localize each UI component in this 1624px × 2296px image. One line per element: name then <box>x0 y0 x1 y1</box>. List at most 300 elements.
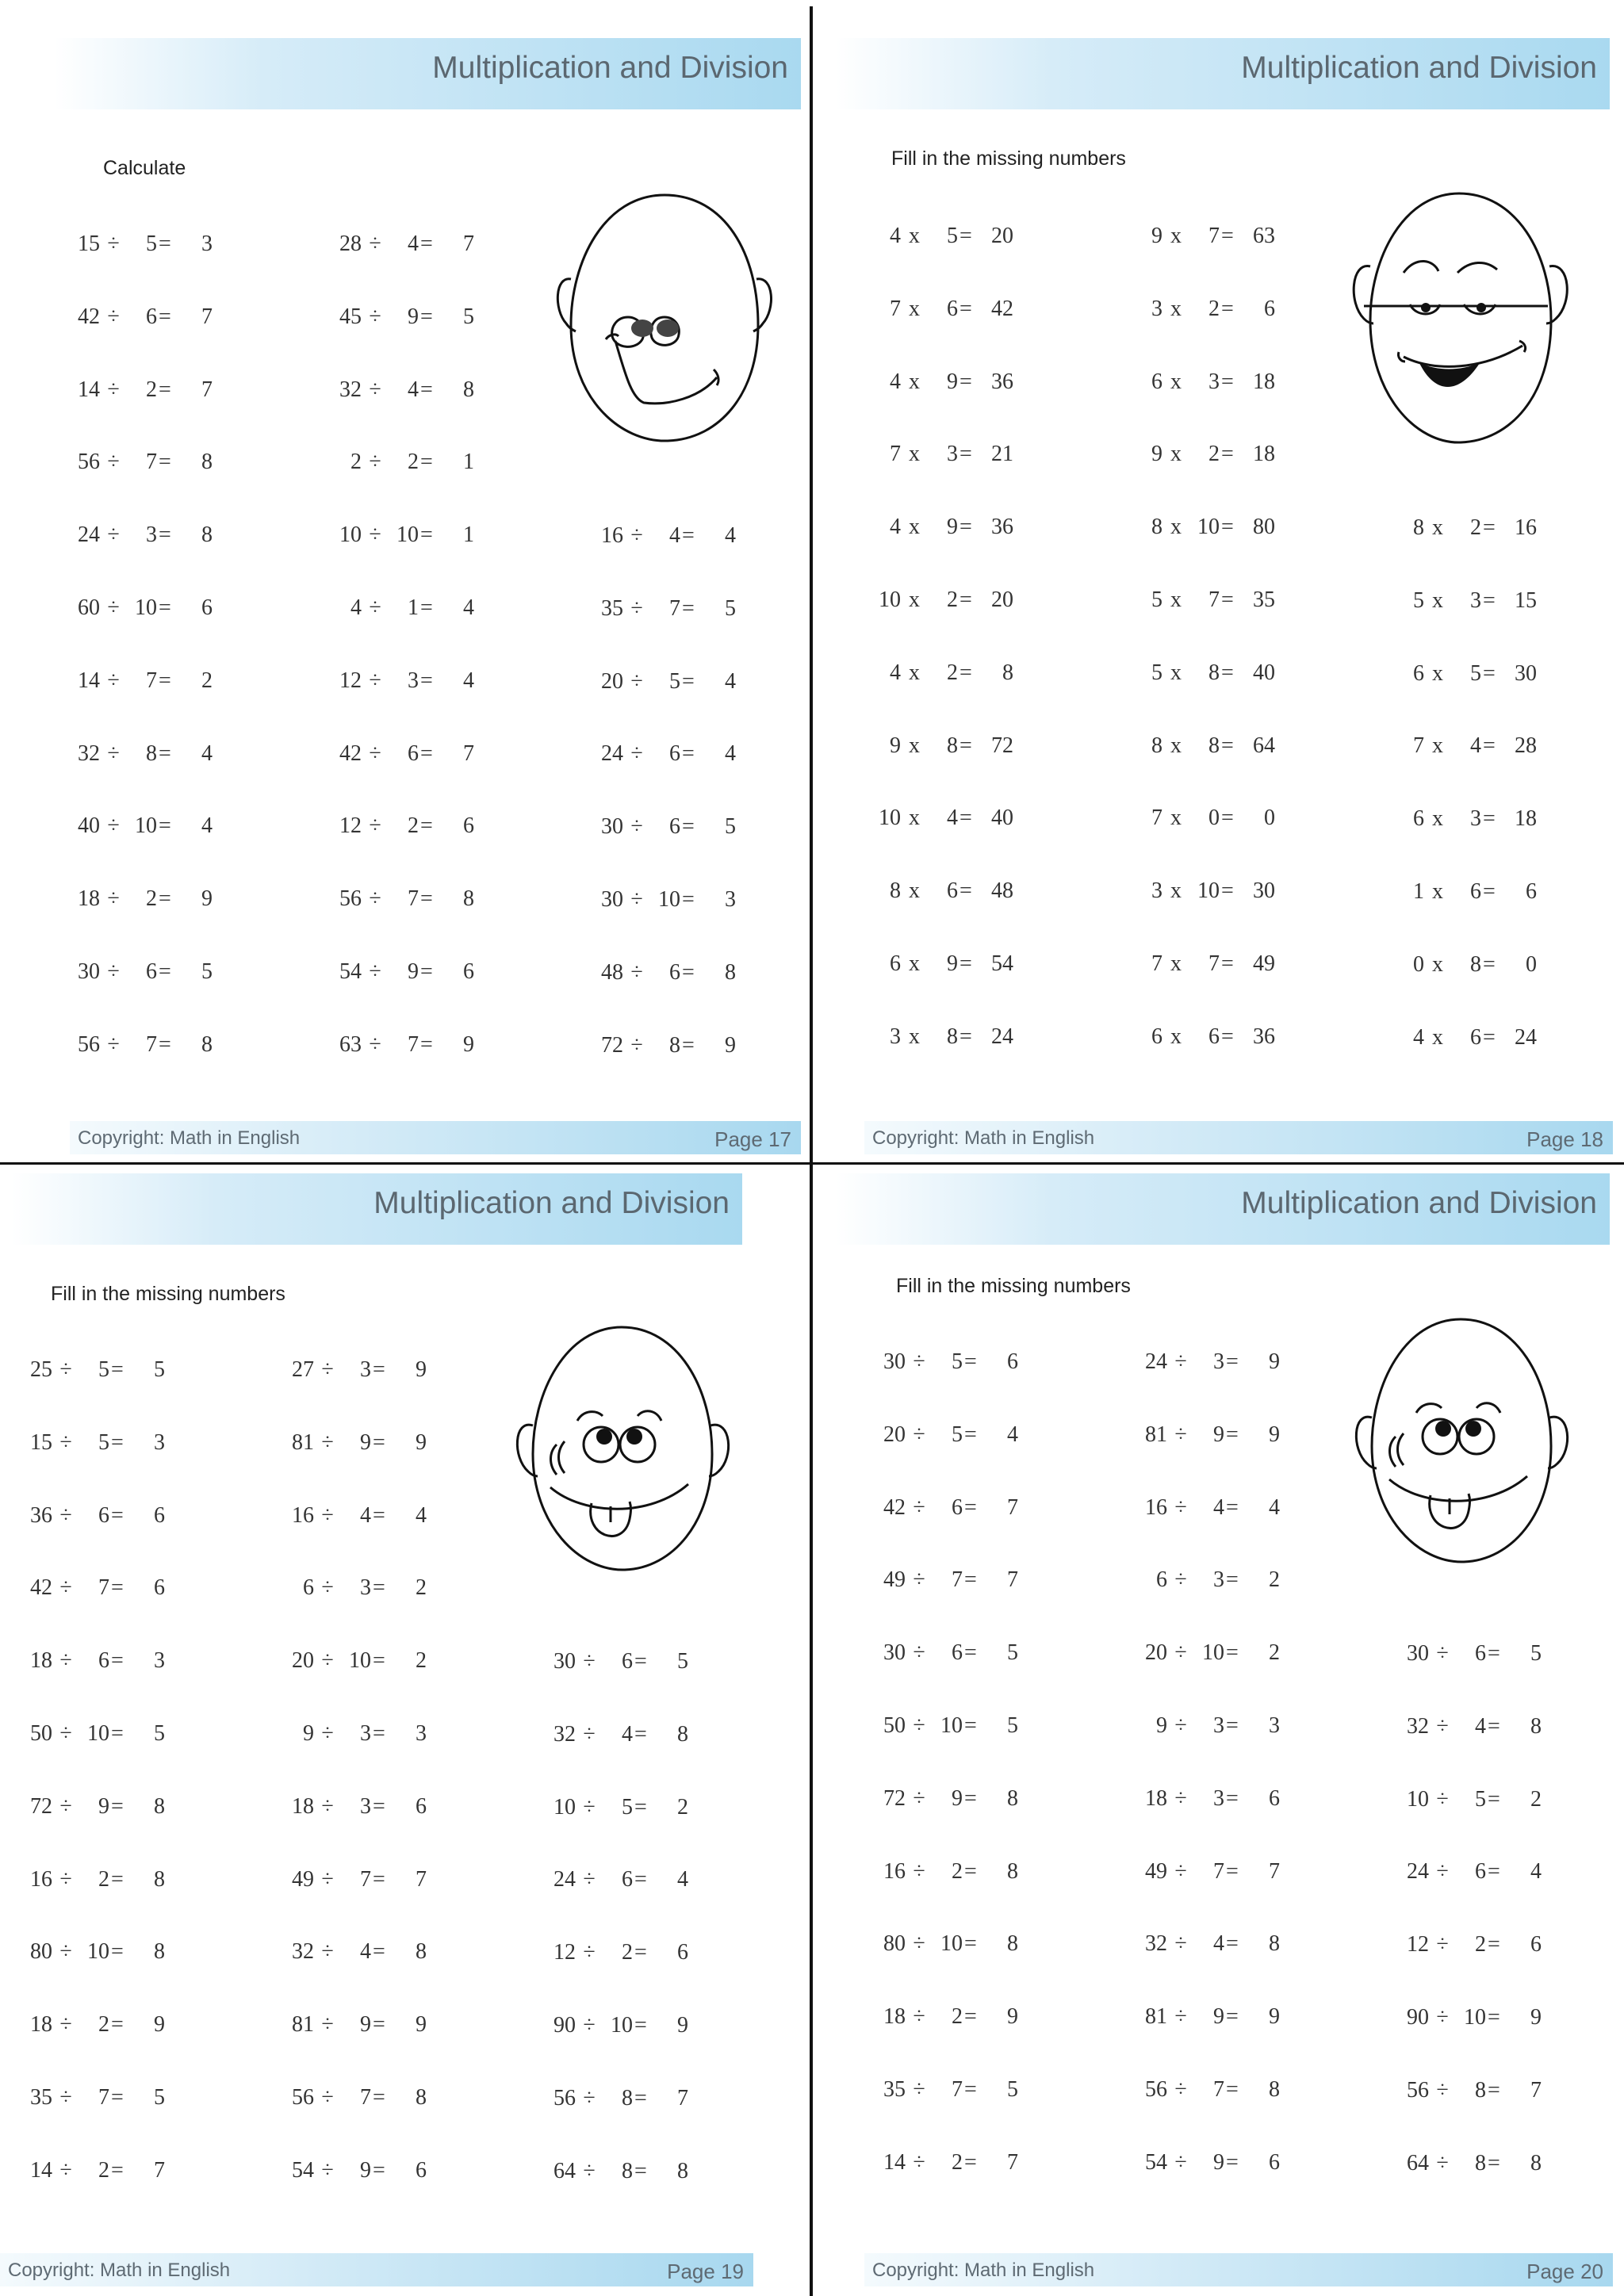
operand-a: 14 <box>883 2150 906 2175</box>
result: 72 <box>991 733 1013 758</box>
operand-a: 7 <box>1413 733 1424 758</box>
instruction-text: Fill in the missing numbers <box>51 1283 285 1305</box>
equals-sign: = <box>964 2150 977 2175</box>
operand-b: 3 <box>146 522 157 547</box>
equals-sign: = <box>420 741 433 766</box>
operator: ÷ <box>583 2086 596 2110</box>
operator: ÷ <box>59 1867 72 1892</box>
operand-a: 90 <box>553 2013 576 2038</box>
operand-b: 9 <box>947 951 958 976</box>
operand-b: 8 <box>1208 660 1220 685</box>
operand-a: 49 <box>1145 1859 1167 1884</box>
result: 4 <box>677 1867 688 1892</box>
equals-sign: = <box>634 2013 647 2038</box>
result: 40 <box>991 806 1013 830</box>
result: 7 <box>1007 1567 1018 1592</box>
result: 6 <box>1269 2150 1280 2175</box>
result: 20 <box>991 587 1013 612</box>
result: 7 <box>463 741 474 766</box>
operator: ÷ <box>107 886 120 911</box>
operand-a: 9 <box>1156 1713 1167 1738</box>
operand-a: 20 <box>883 1422 906 1447</box>
operand-a: 54 <box>1145 2150 1167 2175</box>
result: 4 <box>725 669 736 694</box>
operand-b: 2 <box>947 587 958 612</box>
operand-a: 8 <box>890 878 901 903</box>
equals-sign: = <box>682 523 695 548</box>
result: 7 <box>154 2158 165 2183</box>
operand-a: 15 <box>30 1430 52 1455</box>
operand-b: 6 <box>947 297 958 321</box>
result: 63 <box>1253 224 1275 248</box>
operand-a: 4 <box>1413 1025 1424 1050</box>
equals-sign: = <box>1221 442 1234 466</box>
equals-sign: = <box>1488 2078 1500 2103</box>
operand-a: 6 <box>1413 806 1424 831</box>
operand-b: 10 <box>1197 515 1220 539</box>
operand-a: 42 <box>30 1575 52 1600</box>
equals-sign: = <box>959 515 972 539</box>
operand-a: 6 <box>1156 1567 1167 1592</box>
equals-sign: = <box>420 377 433 402</box>
operand-a: 16 <box>601 523 623 548</box>
result: 9 <box>1269 1349 1280 1374</box>
operand-b: 3 <box>1213 1786 1224 1811</box>
result: 8 <box>201 1032 213 1057</box>
operator: x <box>1170 951 1182 976</box>
operand-b: 2 <box>98 1867 109 1892</box>
equals-sign: = <box>682 669 695 694</box>
operand-a: 30 <box>883 1349 906 1374</box>
operand-b: 2 <box>408 813 419 838</box>
equals-sign: = <box>1488 2005 1500 2030</box>
operator: x <box>1170 660 1182 685</box>
equals-sign: = <box>682 960 695 985</box>
equals-sign: = <box>1226 1786 1239 1811</box>
equals-sign: = <box>959 806 972 830</box>
operator: x <box>1432 515 1443 540</box>
result: 21 <box>991 442 1013 466</box>
equals-sign: = <box>373 1939 385 1964</box>
title-bar <box>11 1173 742 1245</box>
operand-a: 5 <box>1413 588 1424 613</box>
operand-b: 3 <box>1208 369 1220 394</box>
operand-a: 80 <box>883 1931 906 1956</box>
equals-sign: = <box>1221 878 1234 903</box>
equals-sign: = <box>634 2159 647 2183</box>
copyright-text: Copyright: Math in English <box>78 1127 301 1149</box>
result: 3 <box>201 232 213 256</box>
operator: ÷ <box>369 377 381 402</box>
page-number: Page 18 <box>1526 1127 1603 1151</box>
operator: ÷ <box>630 669 643 694</box>
equals-sign: = <box>1226 2077 1239 2102</box>
operand-a: 42 <box>883 1495 906 1520</box>
equals-sign: = <box>420 1032 433 1057</box>
operand-a: 30 <box>78 959 100 984</box>
result: 6 <box>1269 1786 1280 1811</box>
equals-sign: = <box>964 1349 977 1374</box>
result: 2 <box>1269 1567 1280 1592</box>
operator: x <box>1170 369 1182 394</box>
equals-sign: = <box>1226 1422 1239 1447</box>
result: 5 <box>154 2085 165 2110</box>
operand-a: 56 <box>339 886 362 911</box>
operand-b: 4 <box>360 1939 371 1964</box>
operand-b: 6 <box>952 1640 963 1665</box>
operand-a: 54 <box>339 959 362 984</box>
result: 3 <box>416 1721 427 1746</box>
equals-sign: = <box>964 1713 977 1738</box>
operand-a: 81 <box>292 2012 314 2037</box>
result: 49 <box>1253 951 1275 976</box>
operand-a: 32 <box>339 377 362 402</box>
operator: x <box>1170 806 1182 830</box>
result: 8 <box>1007 1859 1018 1884</box>
operand-b: 6 <box>1475 1859 1486 1884</box>
operator: ÷ <box>107 813 120 838</box>
result: 8 <box>1007 1786 1018 1811</box>
operator: ÷ <box>369 304 381 329</box>
operand-b: 6 <box>1470 1025 1481 1050</box>
operand-b: 6 <box>669 814 680 839</box>
result: 8 <box>677 2159 688 2183</box>
operator: x <box>909 1024 920 1049</box>
equals-sign: = <box>1221 515 1234 539</box>
equals-sign: = <box>964 1859 977 1884</box>
equals-sign: = <box>420 450 433 474</box>
operator: x <box>909 806 920 830</box>
operand-a: 50 <box>30 1721 52 1746</box>
result: 36 <box>991 369 1013 394</box>
operand-a: 3 <box>890 1024 901 1049</box>
operator: ÷ <box>107 1032 120 1057</box>
result: 9 <box>1530 2005 1542 2030</box>
operand-a: 90 <box>1407 2005 1429 2030</box>
equals-sign: = <box>373 1575 385 1600</box>
equals-sign: = <box>1221 297 1234 321</box>
equals-sign: = <box>111 1867 124 1892</box>
result: 20 <box>991 224 1013 248</box>
operand-a: 56 <box>78 1032 100 1057</box>
equals-sign: = <box>959 951 972 976</box>
operand-b: 2 <box>1470 515 1481 540</box>
result: 9 <box>416 1357 427 1382</box>
operand-a: 4 <box>890 224 901 248</box>
operator: x <box>1432 733 1443 758</box>
operator: ÷ <box>107 959 120 984</box>
operand-a: 12 <box>553 1940 576 1965</box>
equals-sign: = <box>159 886 171 911</box>
operand-a: 16 <box>292 1503 314 1528</box>
operand-b: 2 <box>98 2012 109 2037</box>
operand-b: 10 <box>658 887 680 912</box>
operand-b: 5 <box>947 224 958 248</box>
operator: ÷ <box>369 741 381 766</box>
copyright-text: Copyright: Math in English <box>872 2260 1095 2281</box>
operand-a: 10 <box>879 806 901 830</box>
result: 8 <box>1269 2077 1280 2102</box>
operand-b: 7 <box>146 668 157 693</box>
equals-sign: = <box>373 2012 385 2037</box>
operator: x <box>909 878 920 903</box>
page-number: Page 20 <box>1526 2260 1603 2283</box>
equals-sign: = <box>1483 952 1496 977</box>
result: 7 <box>1007 2150 1018 2175</box>
operator: ÷ <box>913 1422 925 1447</box>
operand-b: 9 <box>1213 2004 1224 2029</box>
operator: ÷ <box>1436 2005 1449 2030</box>
operator: ÷ <box>321 1867 334 1892</box>
operator: x <box>1170 297 1182 321</box>
result: 4 <box>725 741 736 766</box>
operator: ÷ <box>1174 1422 1187 1447</box>
equals-sign: = <box>1483 515 1496 540</box>
equals-sign: = <box>1221 806 1234 830</box>
operand-b: 9 <box>1213 1422 1224 1447</box>
operand-a: 4 <box>890 515 901 539</box>
operator: x <box>1432 588 1443 613</box>
equals-sign: = <box>959 224 972 248</box>
result: 5 <box>154 1721 165 1746</box>
operand-a: 56 <box>553 2086 576 2110</box>
operator: x <box>909 224 920 248</box>
equals-sign: = <box>159 595 171 620</box>
operand-a: 12 <box>339 813 362 838</box>
equals-sign: = <box>634 1867 647 1892</box>
operand-a: 35 <box>883 2077 906 2102</box>
operand-a: 42 <box>78 304 100 329</box>
operand-b: 7 <box>98 1575 109 1600</box>
operand-b: 8 <box>1208 733 1220 758</box>
operand-b: 6 <box>146 304 157 329</box>
operator: ÷ <box>1174 2004 1187 2029</box>
equals-sign: = <box>1483 733 1496 758</box>
operand-a: 6 <box>890 951 901 976</box>
result: 5 <box>201 959 213 984</box>
operator: ÷ <box>583 1795 596 1820</box>
operator: ÷ <box>1174 1786 1187 1811</box>
result: 42 <box>991 297 1013 321</box>
operator: ÷ <box>913 1713 925 1738</box>
operand-a: 25 <box>30 1357 52 1382</box>
operand-b: 6 <box>947 878 958 903</box>
result: 4 <box>463 595 474 620</box>
operand-a: 12 <box>1407 1932 1429 1957</box>
result: 6 <box>463 813 474 838</box>
operand-b: 5 <box>98 1430 109 1455</box>
operand-a: 18 <box>78 886 100 911</box>
equals-sign: = <box>1221 587 1234 612</box>
operand-b: 9 <box>947 369 958 394</box>
operand-a: 24 <box>553 1867 576 1892</box>
operand-b: 4 <box>1470 733 1481 758</box>
result: 6 <box>154 1575 165 1600</box>
operand-b: 9 <box>952 1786 963 1811</box>
operand-b: 9 <box>360 2158 371 2183</box>
operand-b: 5 <box>98 1357 109 1382</box>
result: 9 <box>463 1032 474 1057</box>
result: 6 <box>1264 297 1275 321</box>
result: 4 <box>1269 1495 1280 1520</box>
operand-a: 81 <box>292 1430 314 1455</box>
result: 8 <box>1002 660 1013 685</box>
equals-sign: = <box>1488 1859 1500 1884</box>
result: 5 <box>725 814 736 839</box>
equals-sign: = <box>959 660 972 685</box>
result: 30 <box>1253 878 1275 903</box>
equals-sign: = <box>634 1940 647 1965</box>
operand-a: 64 <box>553 2159 576 2183</box>
operand-a: 15 <box>78 232 100 256</box>
result: 7 <box>201 304 213 329</box>
equals-sign: = <box>1483 879 1496 904</box>
result: 54 <box>991 951 1013 976</box>
result: 4 <box>1530 1859 1542 1884</box>
operand-b: 10 <box>1202 1640 1224 1665</box>
operator: ÷ <box>369 886 381 911</box>
operand-b: 3 <box>1213 1567 1224 1592</box>
operand-b: 2 <box>947 660 958 685</box>
operand-b: 7 <box>408 886 419 911</box>
equals-sign: = <box>373 1648 385 1673</box>
operand-a: 20 <box>601 669 623 694</box>
result: 9 <box>1007 2004 1018 2029</box>
operator: ÷ <box>59 2158 72 2183</box>
operand-a: 20 <box>1145 1640 1167 1665</box>
operator: ÷ <box>59 2085 72 2110</box>
operand-b: 3 <box>1470 588 1481 613</box>
operator: ÷ <box>59 2012 72 2037</box>
operand-b: 8 <box>669 1033 680 1058</box>
result: 64 <box>1253 733 1275 758</box>
operand-a: 48 <box>601 960 623 985</box>
equals-sign: = <box>111 2085 124 2110</box>
result: 15 <box>1515 588 1537 613</box>
equals-sign: = <box>373 2158 385 2183</box>
operand-a: 14 <box>78 668 100 693</box>
operand-a: 9 <box>1151 442 1162 466</box>
result: 8 <box>1530 1714 1542 1739</box>
operator: ÷ <box>583 2159 596 2183</box>
operand-a: 14 <box>78 377 100 402</box>
operand-b: 2 <box>952 2004 963 2029</box>
equals-sign: = <box>111 1939 124 1964</box>
operand-b: 10 <box>1197 878 1220 903</box>
result: 8 <box>201 522 213 547</box>
result: 7 <box>1530 2078 1542 2103</box>
result: 18 <box>1253 442 1275 466</box>
operand-b: 2 <box>1475 1932 1486 1957</box>
operator: ÷ <box>1436 1641 1449 1666</box>
operand-b: 6 <box>146 959 157 984</box>
result: 6 <box>463 959 474 984</box>
operand-a: 7 <box>890 297 901 321</box>
operand-b: 8 <box>146 741 157 766</box>
operand-b: 10 <box>87 1939 109 1964</box>
operand-b: 4 <box>1213 1495 1224 1520</box>
equals-sign: = <box>1483 588 1496 613</box>
result: 4 <box>416 1503 427 1528</box>
operator: x <box>909 951 920 976</box>
equals-sign: = <box>159 304 171 329</box>
operator: x <box>1170 224 1182 248</box>
result: 8 <box>1007 1931 1018 1956</box>
result: 8 <box>1269 1931 1280 1956</box>
result: 18 <box>1253 369 1275 394</box>
operand-a: 81 <box>1145 2004 1167 2029</box>
operand-b: 7 <box>669 596 680 621</box>
operand-b: 8 <box>622 2086 633 2110</box>
operator: ÷ <box>369 1032 381 1057</box>
equals-sign: = <box>373 1721 385 1746</box>
equals-sign: = <box>1221 660 1234 685</box>
equals-sign: = <box>1221 369 1234 394</box>
operator: ÷ <box>1436 2151 1449 2175</box>
operand-b: 9 <box>360 2012 371 2037</box>
operand-a: 18 <box>883 2004 906 2029</box>
equals-sign: = <box>159 232 171 256</box>
operand-a: 72 <box>30 1794 52 1819</box>
equals-sign: = <box>420 959 433 984</box>
operand-a: 6 <box>1151 369 1162 394</box>
page-title: Multiplication and Division <box>373 1186 730 1220</box>
operand-a: 35 <box>30 2085 52 2110</box>
result: 9 <box>1269 2004 1280 2029</box>
result: 30 <box>1515 661 1537 686</box>
result: 9 <box>677 2013 688 2038</box>
worksheet-page <box>0 0 812 1151</box>
result: 5 <box>1007 1640 1018 1665</box>
operand-a: 3 <box>1151 878 1162 903</box>
operand-b: 6 <box>622 1867 633 1892</box>
operand-b: 10 <box>611 2013 633 2038</box>
operand-a: 42 <box>339 741 362 766</box>
operand-a: 7 <box>890 442 901 466</box>
operand-b: 9 <box>408 959 419 984</box>
operator: ÷ <box>630 814 643 839</box>
result: 2 <box>1530 1787 1542 1812</box>
equals-sign: = <box>959 733 972 758</box>
operand-a: 0 <box>1413 952 1424 977</box>
operand-a: 10 <box>1407 1787 1429 1812</box>
operand-b: 6 <box>1208 1024 1220 1049</box>
operand-a: 7 <box>1151 806 1162 830</box>
title-bar <box>836 38 1610 109</box>
operand-b: 3 <box>1213 1349 1224 1374</box>
equals-sign: = <box>1226 1495 1239 1520</box>
operand-a: 3 <box>1151 297 1162 321</box>
operator: x <box>909 515 920 539</box>
operator: ÷ <box>583 1649 596 1674</box>
page-number: Page 19 <box>667 2260 744 2283</box>
result: 5 <box>463 304 474 329</box>
operand-b: 3 <box>1470 806 1481 831</box>
result: 4 <box>463 668 474 693</box>
operand-b: 3 <box>947 442 958 466</box>
operand-b: 6 <box>952 1495 963 1520</box>
page-title: Multiplication and Division <box>432 51 788 85</box>
operand-b: 7 <box>146 1032 157 1057</box>
operand-b: 7 <box>360 1867 371 1892</box>
operand-b: 2 <box>622 1940 633 1965</box>
operand-a: 24 <box>1145 1349 1167 1374</box>
result: 24 <box>991 1024 1013 1049</box>
result: 8 <box>1530 2151 1542 2175</box>
result: 3 <box>154 1648 165 1673</box>
equals-sign: = <box>111 1648 124 1673</box>
operand-b: 6 <box>1470 879 1481 904</box>
